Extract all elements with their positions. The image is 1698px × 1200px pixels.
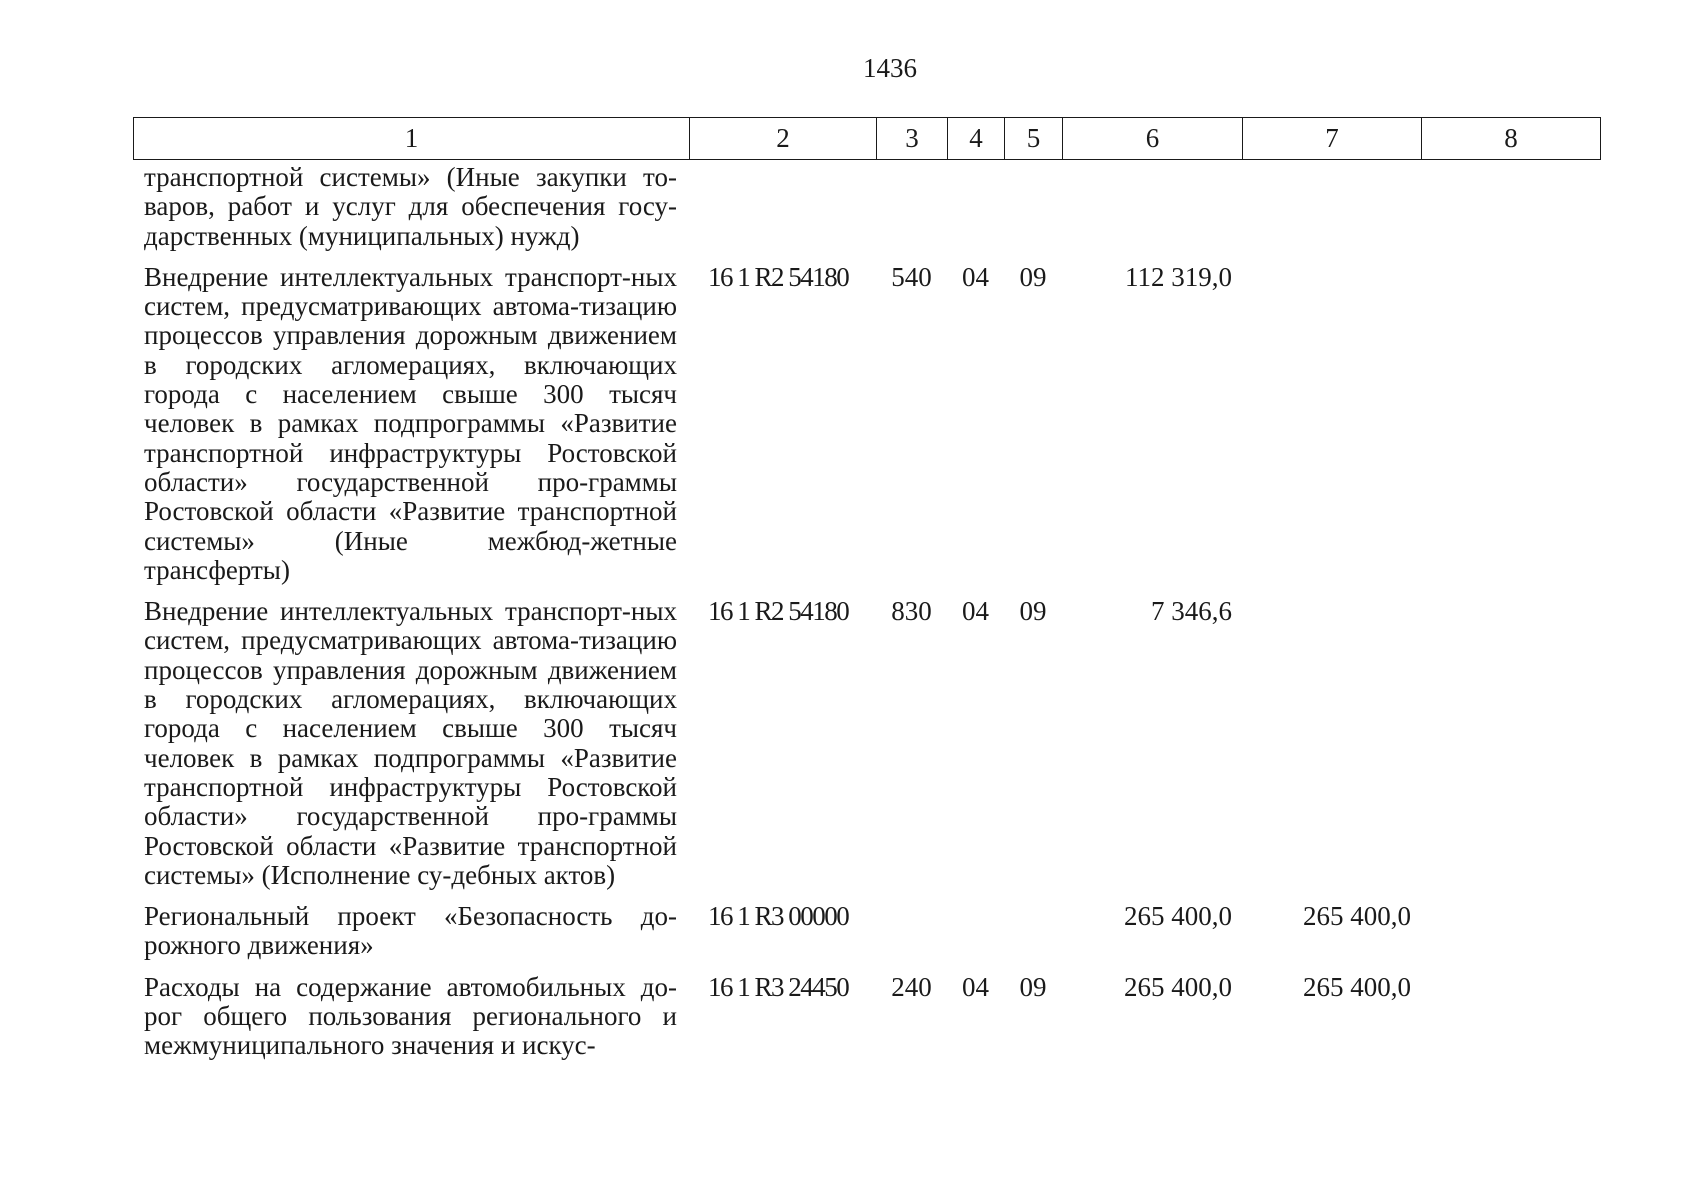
table-row (133, 890, 1600, 961)
row-expense-type: 240 (891, 971, 932, 1002)
row-amount-col8 (1421, 163, 1600, 251)
budget-table (133, 163, 1600, 1061)
column-header-6: 6 (1063, 118, 1243, 160)
row-amount-col7: 265 400,0 (1303, 971, 1411, 1002)
table-row (133, 961, 1600, 1061)
row-target-code: 16 1 R2 54180 (708, 261, 849, 292)
table-row (133, 163, 1600, 251)
row-amount-col6: 7 346,6 (1151, 596, 1232, 627)
row-expense-type (876, 163, 947, 251)
row-expense-type: 830 (891, 596, 932, 627)
row-expense-type: 540 (891, 261, 932, 292)
row-amount-col7 (1242, 585, 1421, 890)
page-number: 1436 (863, 53, 917, 83)
row-amount-col7: 265 400,0 (1303, 901, 1411, 932)
row-target-code: 16 1 R3 24450 (708, 971, 849, 1002)
column-header-row (134, 118, 1601, 160)
column-header-5: 5 (1005, 118, 1063, 160)
row-description: Региональный проект «Безопасность до-рожного движения» (144, 901, 677, 961)
row-amount-col6 (1062, 163, 1242, 251)
row-expense-type (876, 890, 947, 961)
row-subsection: 09 (1019, 261, 1047, 292)
row-target-code: 16 1 R2 54180 (708, 596, 849, 627)
column-header-2: 2 (690, 118, 877, 160)
row-amount-col7 (1242, 163, 1421, 251)
row-amount-col8 (1421, 585, 1600, 890)
row-target-code (689, 163, 876, 251)
table-row (133, 585, 1600, 890)
row-amount-col6: 265 400,0 (1124, 901, 1232, 932)
row-description: Внедрение интеллектуальных транспорт-ных систем, предусматривающих автома-тизацию процессов управления дорожным движением в городских агломерациях, включающих города с населением свыше 300 тысяч человек в рамках подпрограммы «Развитие транспортной инфраструктуры Ростовской области» государственной про-граммы Ростовской области «Развитие транспортной системы» (Исполнение су-дебных актов) (144, 596, 677, 890)
table-row (133, 251, 1600, 585)
row-amount-col6: 112 319,0 (1125, 261, 1232, 292)
row-target-code: 16 1 R3 00000 (708, 901, 849, 932)
row-subsection (1004, 890, 1062, 961)
row-section (947, 890, 1004, 961)
row-description: транспортной системы» (Иные закупки то-варов, работ и услуг для обеспечения госу-дарственных (муниципальных) нужд) (144, 162, 677, 251)
row-subsection (1004, 163, 1062, 251)
row-section: 04 (962, 261, 989, 292)
row-description: Внедрение интеллектуальных транспорт-ных систем, предусматривающих автома-тизацию процессов управления дорожным движением в городских агломерациях, включающих города с населением свыше 300 тысяч человек в рамках подпрограммы «Развитие транспортной инфраструктуры Ростовской области» государственной про-граммы Ростовской области «Развитие транспортной системы» (Иные межбюд-жетные трансферты) (144, 261, 677, 585)
column-header-1: 1 (134, 118, 690, 160)
column-header-table (133, 117, 1601, 160)
row-amount-col8 (1421, 961, 1600, 1061)
row-amount-col6: 265 400,0 (1124, 971, 1232, 1002)
row-section (947, 163, 1004, 251)
column-header-7: 7 (1243, 118, 1422, 160)
row-amount-col8 (1421, 251, 1600, 585)
row-description: Расходы на содержание автомобильных до-рог общего пользования регионального и межмуниципального значения и искус- (144, 971, 677, 1061)
row-subsection: 09 (1019, 596, 1047, 627)
column-header-3: 3 (877, 118, 948, 160)
column-header-8: 8 (1422, 118, 1601, 160)
row-section: 04 (962, 596, 989, 627)
column-header-4: 4 (948, 118, 1005, 160)
row-amount-col7 (1242, 251, 1421, 585)
row-section: 04 (962, 971, 989, 1002)
row-amount-col8 (1421, 890, 1600, 961)
row-subsection: 09 (1019, 971, 1047, 1002)
